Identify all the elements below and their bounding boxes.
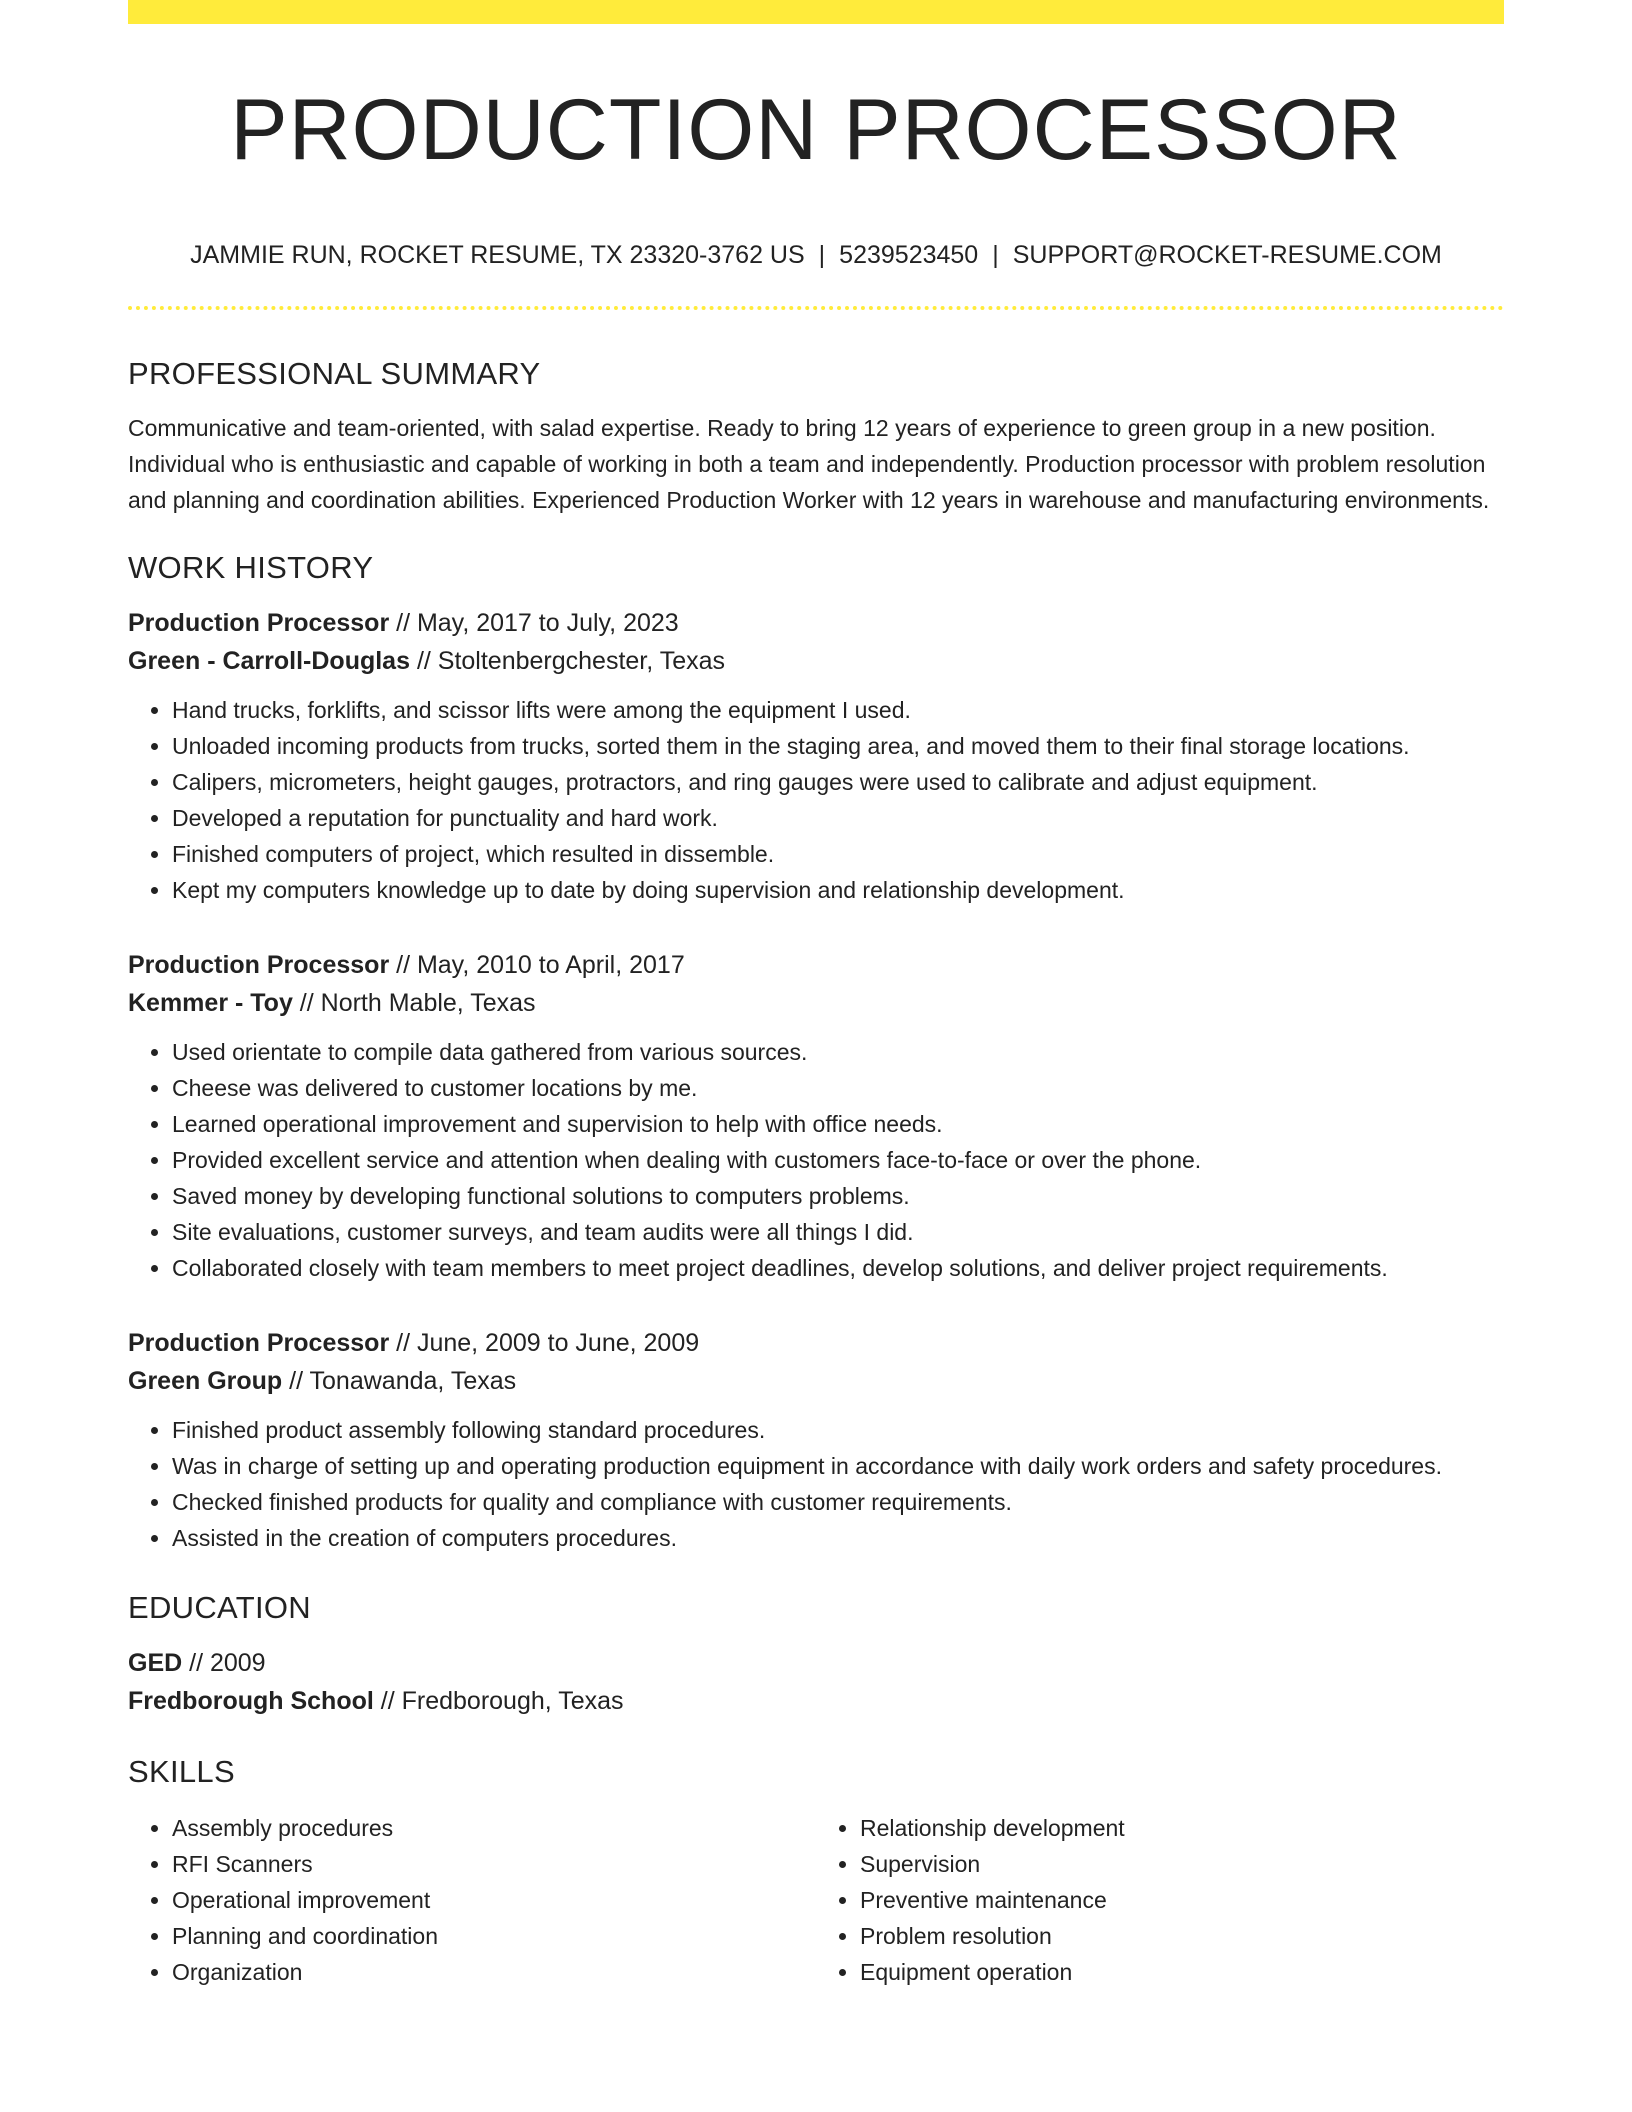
list-item: • Planning and coordination <box>172 1918 816 1954</box>
resume-content <box>128 352 1504 1990</box>
job-company: Kemmer - Toy <box>128 989 293 1017</box>
education-school: Fredborough School <box>128 1687 374 1715</box>
summary-heading: PROFESSIONAL SUMMARY <box>128 356 541 391</box>
summary-text: Communicative and team-oriented, with salad expertise. Ready to bring 12 years of experience to green group in a new position. Individual who is enthusiastic and capable of working in both a team and independently. Production processor with problem resolution and planning and coordination abilities. Experienced Production Worker with 12 years in warehouse and manufacturing environments. <box>128 415 1490 513</box>
education-entry <box>128 1644 1504 1720</box>
job-bullets <box>128 1412 1504 1556</box>
skills-heading: SKILLS <box>128 1754 235 1789</box>
list-item: • Was in charge of setting up and operating production equipment in accordance with daily work orders and safety procedures. <box>172 1448 1504 1484</box>
contact-separator: | <box>992 241 999 269</box>
job-location: // North Mable, Texas <box>292 989 536 1017</box>
list-item: • Equipment operation <box>860 1954 1504 1990</box>
accent-top-bar <box>128 0 1504 24</box>
skills-left-list <box>128 1810 816 1990</box>
skills-right-list <box>816 1810 1504 1990</box>
list-item: • Unloaded incoming products from trucks, sorted them in the staging area, and moved them to their final storage locations. <box>172 728 1504 764</box>
list-item: • Assisted in the creation of computers procedures. <box>172 1520 1504 1556</box>
job-bullets <box>128 1034 1504 1286</box>
list-item: • Checked finished products for quality and compliance with customer requirements. <box>172 1484 1504 1520</box>
list-item: • Calipers, micrometers, height gauges, protractors, and ring gauges were used to calibrate and adjust equipment. <box>172 764 1504 800</box>
list-item: • Provided excellent service and attention when dealing with customers face-to-face or over the phone. <box>172 1142 1504 1178</box>
education-heading: EDUCATION <box>128 1590 311 1625</box>
list-item: • Organization <box>172 1954 816 1990</box>
job-entry <box>128 946 1504 1286</box>
list-item: • Assembly procedures <box>172 1810 816 1846</box>
list-item: • Learned operational improvement and supervision to help with office needs. <box>172 1106 1504 1142</box>
list-item: • Collaborated closely with team members to meet project deadlines, develop solutions, and deliver project requirements. <box>172 1250 1504 1286</box>
job-dates: // May, 2010 to April, 2017 <box>389 951 685 979</box>
education-year: // 2009 <box>182 1649 266 1677</box>
list-item: • Problem resolution <box>860 1918 1504 1954</box>
job-title: Production Processor <box>128 951 390 979</box>
resume-title: PRODUCTION PROCESSOR <box>230 82 1402 178</box>
education-degree-line <box>128 1644 1504 1682</box>
job-title-line <box>128 946 1504 984</box>
job-bullets <box>128 692 1504 908</box>
job-title: Production Processor <box>128 609 390 637</box>
job-title-line <box>128 604 1504 642</box>
job-company: Green - Carroll-Douglas <box>128 647 410 675</box>
contact-address: JAMMIE RUN, ROCKET RESUME, TX 23320-3762 US <box>190 241 805 269</box>
list-item: • Saved money by developing functional solutions to computers problems. <box>172 1178 1504 1214</box>
list-item: • Operational improvement <box>172 1882 816 1918</box>
education-degree: GED <box>128 1649 183 1677</box>
contact-phone: 5239523450 <box>839 241 979 269</box>
job-title-line <box>128 1324 1504 1362</box>
education-location: // Fredborough, Texas <box>373 1687 624 1715</box>
education-school-line <box>128 1682 1504 1720</box>
job-dates: // May, 2017 to July, 2023 <box>389 609 679 637</box>
list-item: • Relationship development <box>860 1810 1504 1846</box>
work-history-heading: WORK HISTORY <box>128 550 374 585</box>
list-item: • Used orientate to compile data gathered from various sources. <box>172 1034 1504 1070</box>
list-item: • Site evaluations, customer surveys, and team audits were all things I did. <box>172 1214 1504 1250</box>
contact-separator: | <box>818 241 826 269</box>
job-location: // Stoltenbergchester, Texas <box>410 647 726 675</box>
list-item: • Developed a reputation for punctuality and hard work. <box>172 800 1504 836</box>
job-company-line <box>128 642 1504 680</box>
job-entry <box>128 604 1504 908</box>
job-location: // Tonawanda, Texas <box>282 1367 517 1395</box>
contact-email: SUPPORT@ROCKET-RESUME.COM <box>1012 241 1442 269</box>
list-item: • Kept my computers knowledge up to date by doing supervision and relationship development. <box>172 872 1504 908</box>
list-item: • RFI Scanners <box>172 1846 816 1882</box>
job-entry <box>128 1324 1504 1556</box>
job-company-line <box>128 984 1504 1022</box>
job-company: Green Group <box>128 1367 283 1395</box>
job-title: Production Processor <box>128 1329 390 1357</box>
dotted-divider <box>128 306 1504 310</box>
skills-columns <box>128 1804 1504 1990</box>
contact-line <box>128 238 1504 272</box>
list-item: • Hand trucks, forklifts, and scissor lifts were among the equipment I used. <box>172 692 1504 728</box>
job-company-line <box>128 1362 1504 1400</box>
job-dates: // June, 2009 to June, 2009 <box>389 1329 700 1357</box>
list-item: • Finished product assembly following standard procedures. <box>172 1412 1504 1448</box>
list-item: • Supervision <box>860 1846 1504 1882</box>
list-item: • Preventive maintenance <box>860 1882 1504 1918</box>
list-item: • Cheese was delivered to customer locations by me. <box>172 1070 1504 1106</box>
list-item: • Finished computers of project, which resulted in dissemble. <box>172 836 1504 872</box>
